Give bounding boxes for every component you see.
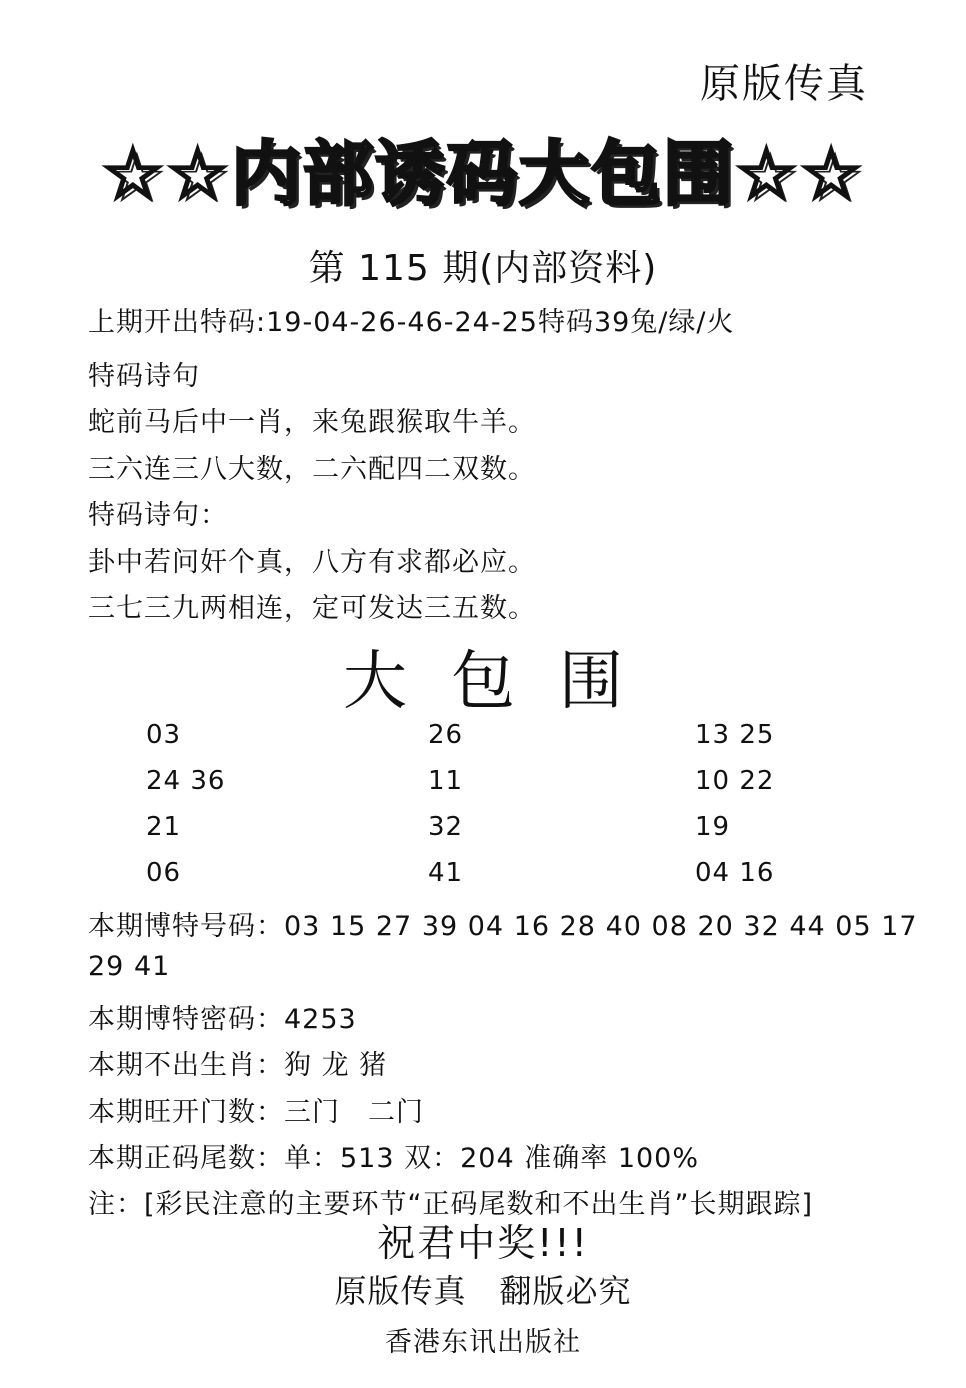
grid-cell: 41 (428, 858, 464, 888)
tail-numbers: 本期正码尾数：单：513 双：204 准确率 100% (88, 1143, 700, 1174)
wish-text: 祝君中奖!!! (377, 1221, 589, 1265)
hot-doors: 本期旺开门数：三门 二门 (88, 1097, 424, 1128)
poem-heading-1: 特码诗句 (88, 361, 200, 392)
copyright-text: 原版传真 翻版必究 (334, 1272, 632, 1310)
poem-line-1: 蛇前马后中一肖，来兔跟猴取牛羊。 (88, 407, 536, 438)
last-result: 上期开出特码:19-04-26-46-24-25特码39兔/绿/火 (88, 307, 735, 338)
poem-line-3: 卦中若问奸个真，八方有求都必应。 (88, 547, 536, 578)
no-zodiac: 本期不出生肖：狗 龙 猪 (88, 1050, 388, 1081)
top-right-label: 原版传真 (700, 61, 868, 107)
grid-cell: 13 25 (695, 720, 775, 750)
grid-cell: 21 (146, 812, 182, 842)
grid-cell: 04 16 (695, 858, 775, 888)
poem-line-4: 三七三九两相连，定可发达三五数。 (88, 593, 536, 624)
grid-cell: 03 (146, 720, 182, 750)
special-numbers-line-1: 本期博特号码：03 15 27 39 04 16 28 40 08 20 32 44 05 17 (88, 911, 918, 942)
poem-heading-2: 特码诗句： (88, 500, 228, 531)
big-heading: 大包围 (343, 645, 667, 719)
secret-code: 本期博特密码：4253 (88, 1004, 357, 1035)
grid-cell: 19 (695, 812, 731, 842)
note: 注：[彩民注意的主要环节“正码尾数和不出生肖”长期跟踪] (88, 1189, 814, 1220)
grid-cell: 26 (428, 720, 464, 750)
grid-cell: 11 (428, 766, 464, 796)
grid-cell: 10 22 (695, 766, 775, 796)
grid-cell: 06 (146, 858, 182, 888)
page-title: ☆☆内部诱码大包围☆☆ (101, 133, 865, 215)
publisher-text: 香港东讯出版社 (385, 1327, 581, 1358)
grid-cell: 32 (428, 812, 464, 842)
poem-line-2: 三六连三八大数，二六配四二双数。 (88, 454, 536, 485)
special-numbers-line-2: 29 41 (88, 951, 171, 982)
grid-cell: 24 36 (146, 766, 226, 796)
issue-number: 第 115 期(内部资料) (308, 248, 658, 289)
